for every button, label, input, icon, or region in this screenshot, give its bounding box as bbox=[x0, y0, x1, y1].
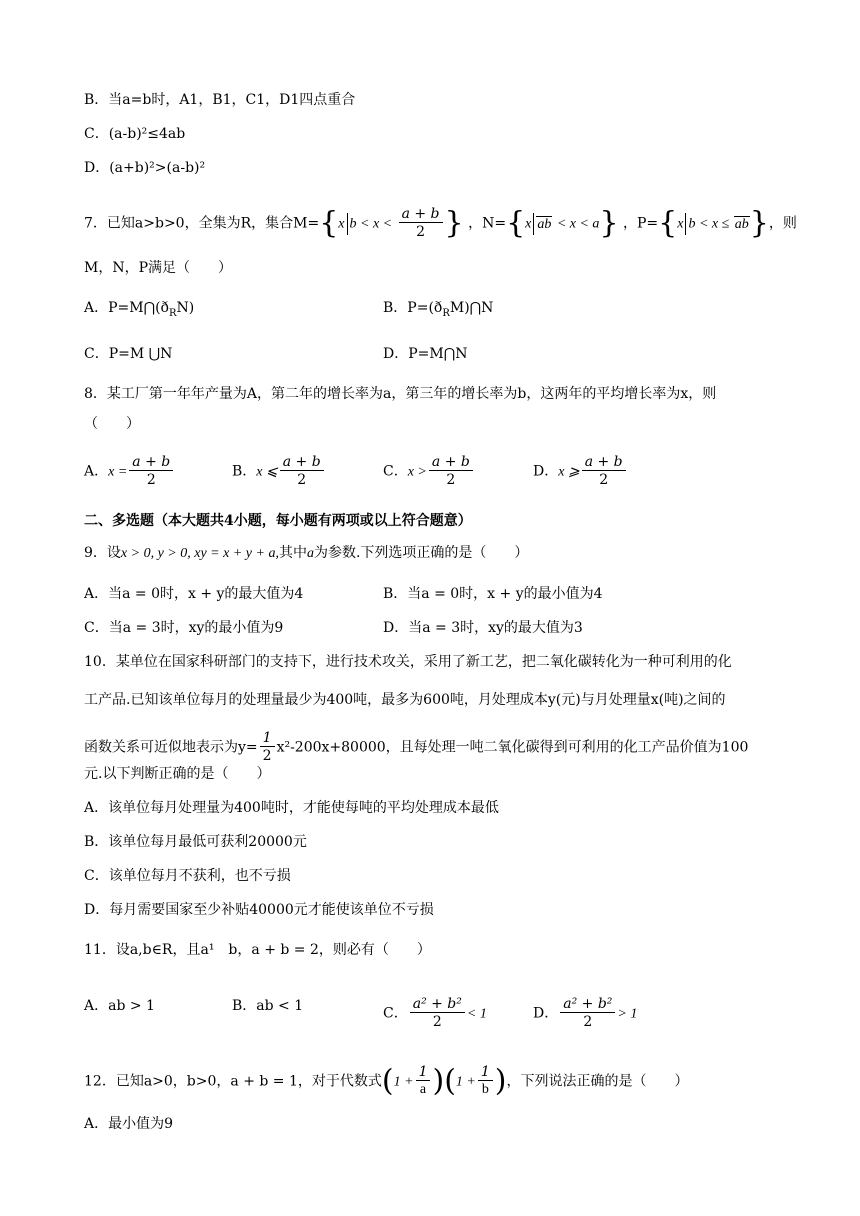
q7-set-p-sqrt: ab bbox=[734, 216, 749, 232]
q7-set-n-sqrt: ab bbox=[537, 216, 552, 232]
q9-option-a: A．当a = 0时，x + y的最大值为4 bbox=[84, 586, 304, 602]
q8-option-a: A．x = $\frac{a + b}{2}$ bbox=[84, 454, 175, 489]
q6-option-b: B．当a=b时，A1，B1，C1，D1四点重合 bbox=[84, 92, 356, 108]
q8-stem-line2: （ ） bbox=[84, 416, 140, 432]
q7-set-m-cond: b < x < bbox=[349, 216, 393, 232]
q9-option-d: D．当a = 3时，xy的最大值为3 bbox=[383, 620, 583, 636]
q7-option-b: B．$P=(ð_RM)⋂N$ bbox=[383, 300, 494, 319]
q10-line-4: 元.以下判断正确的是（ ） bbox=[84, 766, 271, 782]
q11-stem: 11．设a,b∈R，且a¹ b，a + b = 2，则必有（ ） bbox=[84, 942, 431, 958]
q11-option-a: A．ab > 1 bbox=[84, 998, 155, 1014]
q12-stem: 12．已知a>0，b>0，a + b = 1，对于代数式(1 + $\frac{1}{a}$ )(1 + $\frac{1}{b}$ )，下列说法正确的是（ ） bbox=[84, 1063, 689, 1099]
q7-set-p-prefix: ，P= bbox=[622, 215, 659, 232]
q7-stem-suffix: ，则 bbox=[768, 215, 797, 232]
q10-option-a: A．该单位每月处理量为400吨时，才能使每吨的平均处理成本最低 bbox=[84, 800, 499, 816]
q10-option-d: D．每月需要国家至少补贴40000元才能使该单位不亏损 bbox=[84, 902, 434, 918]
q7-set-n-prefix: ，N= bbox=[468, 215, 507, 232]
q7-option-a: A．$P=M⋂(ð_RN)$ bbox=[84, 300, 195, 319]
q10-option-b: B．该单位每月最低可获利20000元 bbox=[84, 834, 307, 850]
q8-option-c: C．x > $\frac{a + b}{2}$ bbox=[383, 454, 475, 489]
q7-set-m-num: a + b bbox=[401, 206, 440, 222]
q8-option-b: B．x ⩽ $\frac{a + b}{2}$ bbox=[232, 454, 326, 489]
q7-set-n-body: < x < a bbox=[556, 216, 600, 232]
q10-line-2: 工产品.已知该单位每月的处理量最少为400吨，最多为600吨，月处理成本y(元)与月处理量x(吨)之间的 bbox=[84, 692, 726, 708]
q7-option-c: C．P=M ⋃N bbox=[84, 346, 173, 362]
q7-stem-line2: M，N，P满足（ ） bbox=[84, 260, 233, 276]
q7-stem-prefix: 7．已知a>b>0，全集为R，集合M= bbox=[84, 215, 320, 232]
q9-option-c: C．当a = 3时，xy的最小值为9 bbox=[84, 620, 284, 636]
q11-option-d: D． $\frac{\text{a² + b²}}{2}$ > 1 bbox=[533, 996, 638, 1030]
q7-stem: 7．已知a>b>0，全集为R，集合M={x b < x < $\frac{a + b}{2}$ } ，N={x ab < x < a} ，P={x b < x ≤ ab}，则 bbox=[84, 205, 797, 241]
q8-stem: 8．某工厂第一年年产量为A，第二年的增长率为a，第三年的增长率为b，这两年的平均增长率为x，则 bbox=[84, 386, 717, 402]
q8-option-d: D．x ⩾ $\frac{a + b}{2}$ bbox=[533, 454, 628, 489]
q10-line-1: 10．某单位在国家科研部门的支持下，进行技术攻关，采用了新工艺，把二氧化碳转化为一种可利用的化 bbox=[84, 654, 732, 670]
q6-option-d: D．(a+b)²>(a-b)² bbox=[84, 160, 206, 176]
q6-option-c: C．(a-b)²≤4ab bbox=[84, 126, 186, 142]
q10-line-3: 函数关系可近似地表示为y= $\frac{1}{2}$ x²-200x+80000，且每处理一吨二氧化碳得到可利用的化工产品价值为100 bbox=[84, 730, 749, 764]
q7-set-p-body: b < x ≤ bbox=[688, 216, 730, 232]
q9-stem: 9．设x > 0, y > 0, xy = x + y + a,其中a为参数.下列选项正确的是（ ） bbox=[84, 545, 529, 561]
q10-option-c: C．该单位每月不获利，也不亏损 bbox=[84, 868, 291, 884]
q7-set-m-var: x bbox=[338, 216, 345, 232]
q7-set-m-den: 2 bbox=[399, 222, 443, 241]
q11-option-b: B．ab < 1 bbox=[232, 998, 304, 1014]
q12-option-a: A．最小值为9 bbox=[84, 1116, 174, 1132]
section-title-multiple-choice: 二、多选题（本大题共4小题，每小题有两项或以上符合题意） bbox=[84, 513, 472, 529]
q9-option-b: B．当a = 0时，x + y的最小值为4 bbox=[383, 586, 603, 602]
q7-option-d: D．P=M⋂N bbox=[383, 346, 468, 362]
q11-option-c: C． $\frac{\text{a² + b²}}{2}$ < 1 bbox=[383, 996, 487, 1030]
